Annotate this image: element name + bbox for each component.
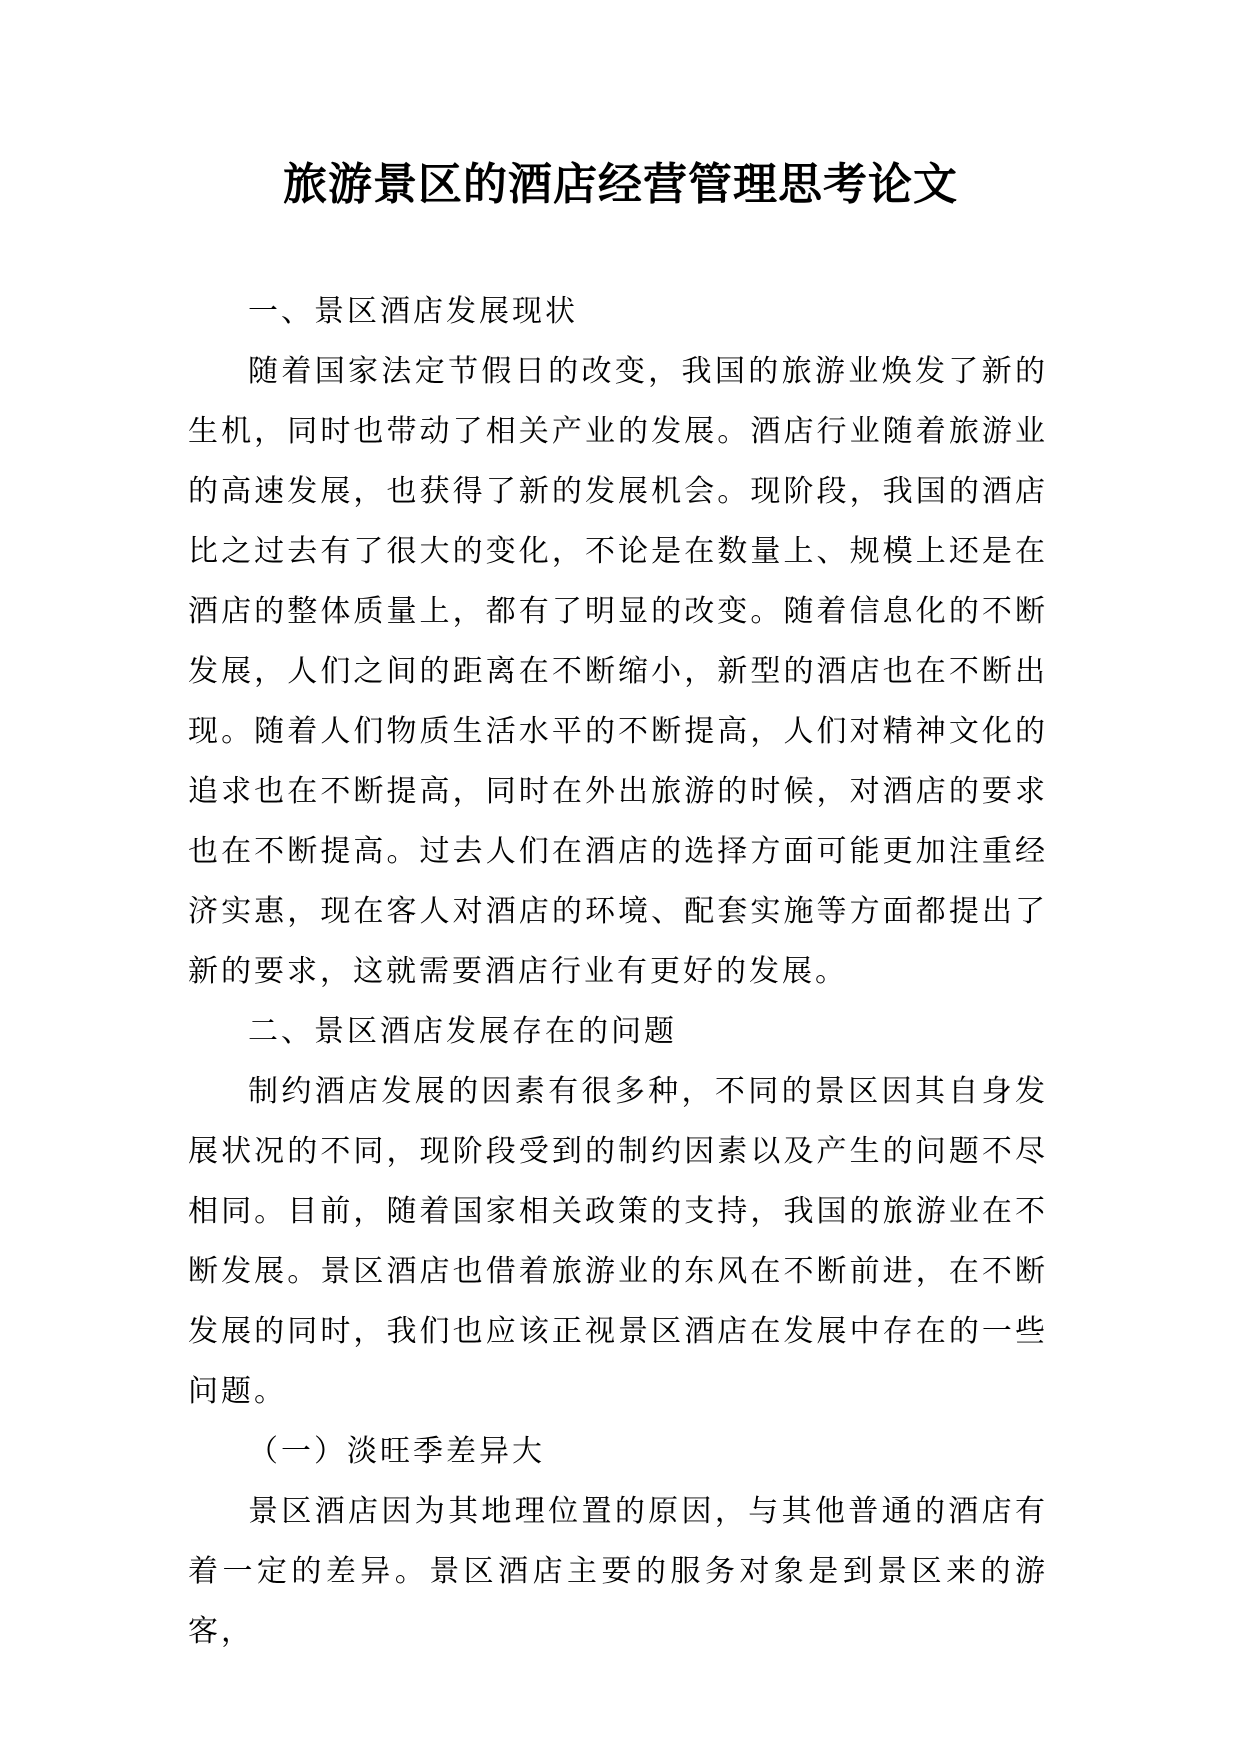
document-title: 旅游景区的酒店经营管理思考论文	[283, 159, 958, 210]
paragraph-2: 制约酒店发展的因素有很多种，不同的景区因其自身发展状况的不同，现阶段受到的制约因素以及产生的问题不尽相同。目前，随着国家相关政策的支持，我国的旅游业在不断发展。景区酒店也借着旅游业的东风在不断前进，在不断发展的同时，我们也应该正视景区酒店在发展中存在的一些问题。	[188, 1074, 1048, 1409]
paragraph-1: 随着国家法定节假日的改变，我国的旅游业焕发了新的生机，同时也带动了相关产业的发展。酒店行业随着旅游业的高速发展，也获得了新的发展机会。现阶段，我国的酒店比之过去有了很大的变化，不论是在数量上、规模上还是在酒店的整体质量上，都有了明显的改变。随着信息化的不断发展，人们之间的距离在不断缩小，新型的酒店也在不断出现。随着人们物质生活水平的不断提高，人们对精神文化的追求也在不断提高，同时在外出旅游的时候，对酒店的要求也在不断提高。过去人们在酒店的选择方面可能更加注重经济实惠，现在客人对酒店的环境、配套实施等方面都提出了新的要求，这就需要酒店行业有更好的发展。	[188, 354, 1048, 989]
subsection-heading-1: （一）淡旺季差异大	[248, 1434, 545, 1469]
document-body	[188, 282, 1048, 1662]
paragraph-3: 景区酒店因为其地理位置的原因，与其他普通的酒店有着一定的差异。景区酒店主要的服务对象是到景区来的游客，	[188, 1494, 1048, 1649]
section-heading-1: 一、景区酒店发展现状	[248, 294, 578, 329]
section-heading-2: 二、景区酒店发展存在的问题	[248, 1014, 677, 1049]
